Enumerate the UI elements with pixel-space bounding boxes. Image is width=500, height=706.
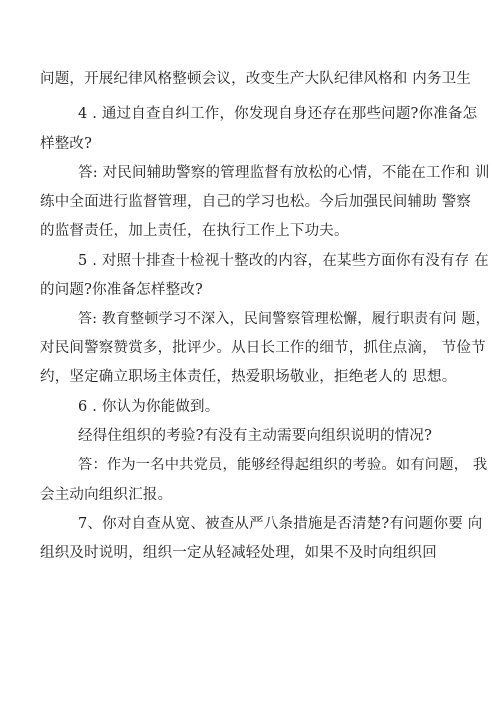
text-line-15: 会主动向组织汇报。 [40, 487, 173, 503]
text-line-13: 经得住组织的考验?有没有主动需要向组织说明的情况? [78, 428, 433, 444]
text-line-3: 样整改? [40, 136, 93, 152]
text-line-17: 组织及时说明，组织一定从轻减轻处理，如果不及时向组织回 [40, 545, 437, 561]
text-line-5: 练中全面进行监督管理，自己的学习也松。今后加强民间辅助 警察 [40, 194, 472, 210]
text-line-6: 的监督责任，加上责任，在执行工作上下功夫。 [40, 223, 349, 239]
text-line-7: 5 . 对照十排查十检视十整改的内容，在某些方面你有没有存 在 [78, 253, 489, 269]
text-line-12: 6 . 你认为你能做到。 [78, 399, 220, 415]
text-line-14: 答：作为一名中共党员，能够经得起组织的考验。如有问题， 我 [78, 457, 488, 473]
text-line-4: 答: 对民间辅助警察的管理监督有放松的心情，不能在工作和 训 [78, 165, 490, 181]
text-line-9: 答: 教育整顿学习不深入，民间警察管理松懈，履行职责有问 题， [78, 311, 490, 327]
text-line-11: 约，坚定确立职场主体责任，热爱职场敬业，拒绝老人的 思想。 [40, 369, 457, 385]
text-line-8: 的问题?你准备怎样整改? [40, 282, 203, 298]
text-line-10: 对民间警察赞赏多，批评少。从日长工作的细节，抓住点滴， 节俭节 [40, 340, 486, 356]
text-line-16: 7、你对自查从宽、被查从严八条措施是否清楚?有问题你要 向 [78, 516, 483, 532]
text-line-1: 问题，开展纪律风格整顿会议，改变生产大队纪律风格和 内务卫生 [40, 71, 472, 87]
text-line-2: 4 . 通过自查自纠工作，你发现自身还存在那些问题?你准备怎 [78, 106, 478, 122]
